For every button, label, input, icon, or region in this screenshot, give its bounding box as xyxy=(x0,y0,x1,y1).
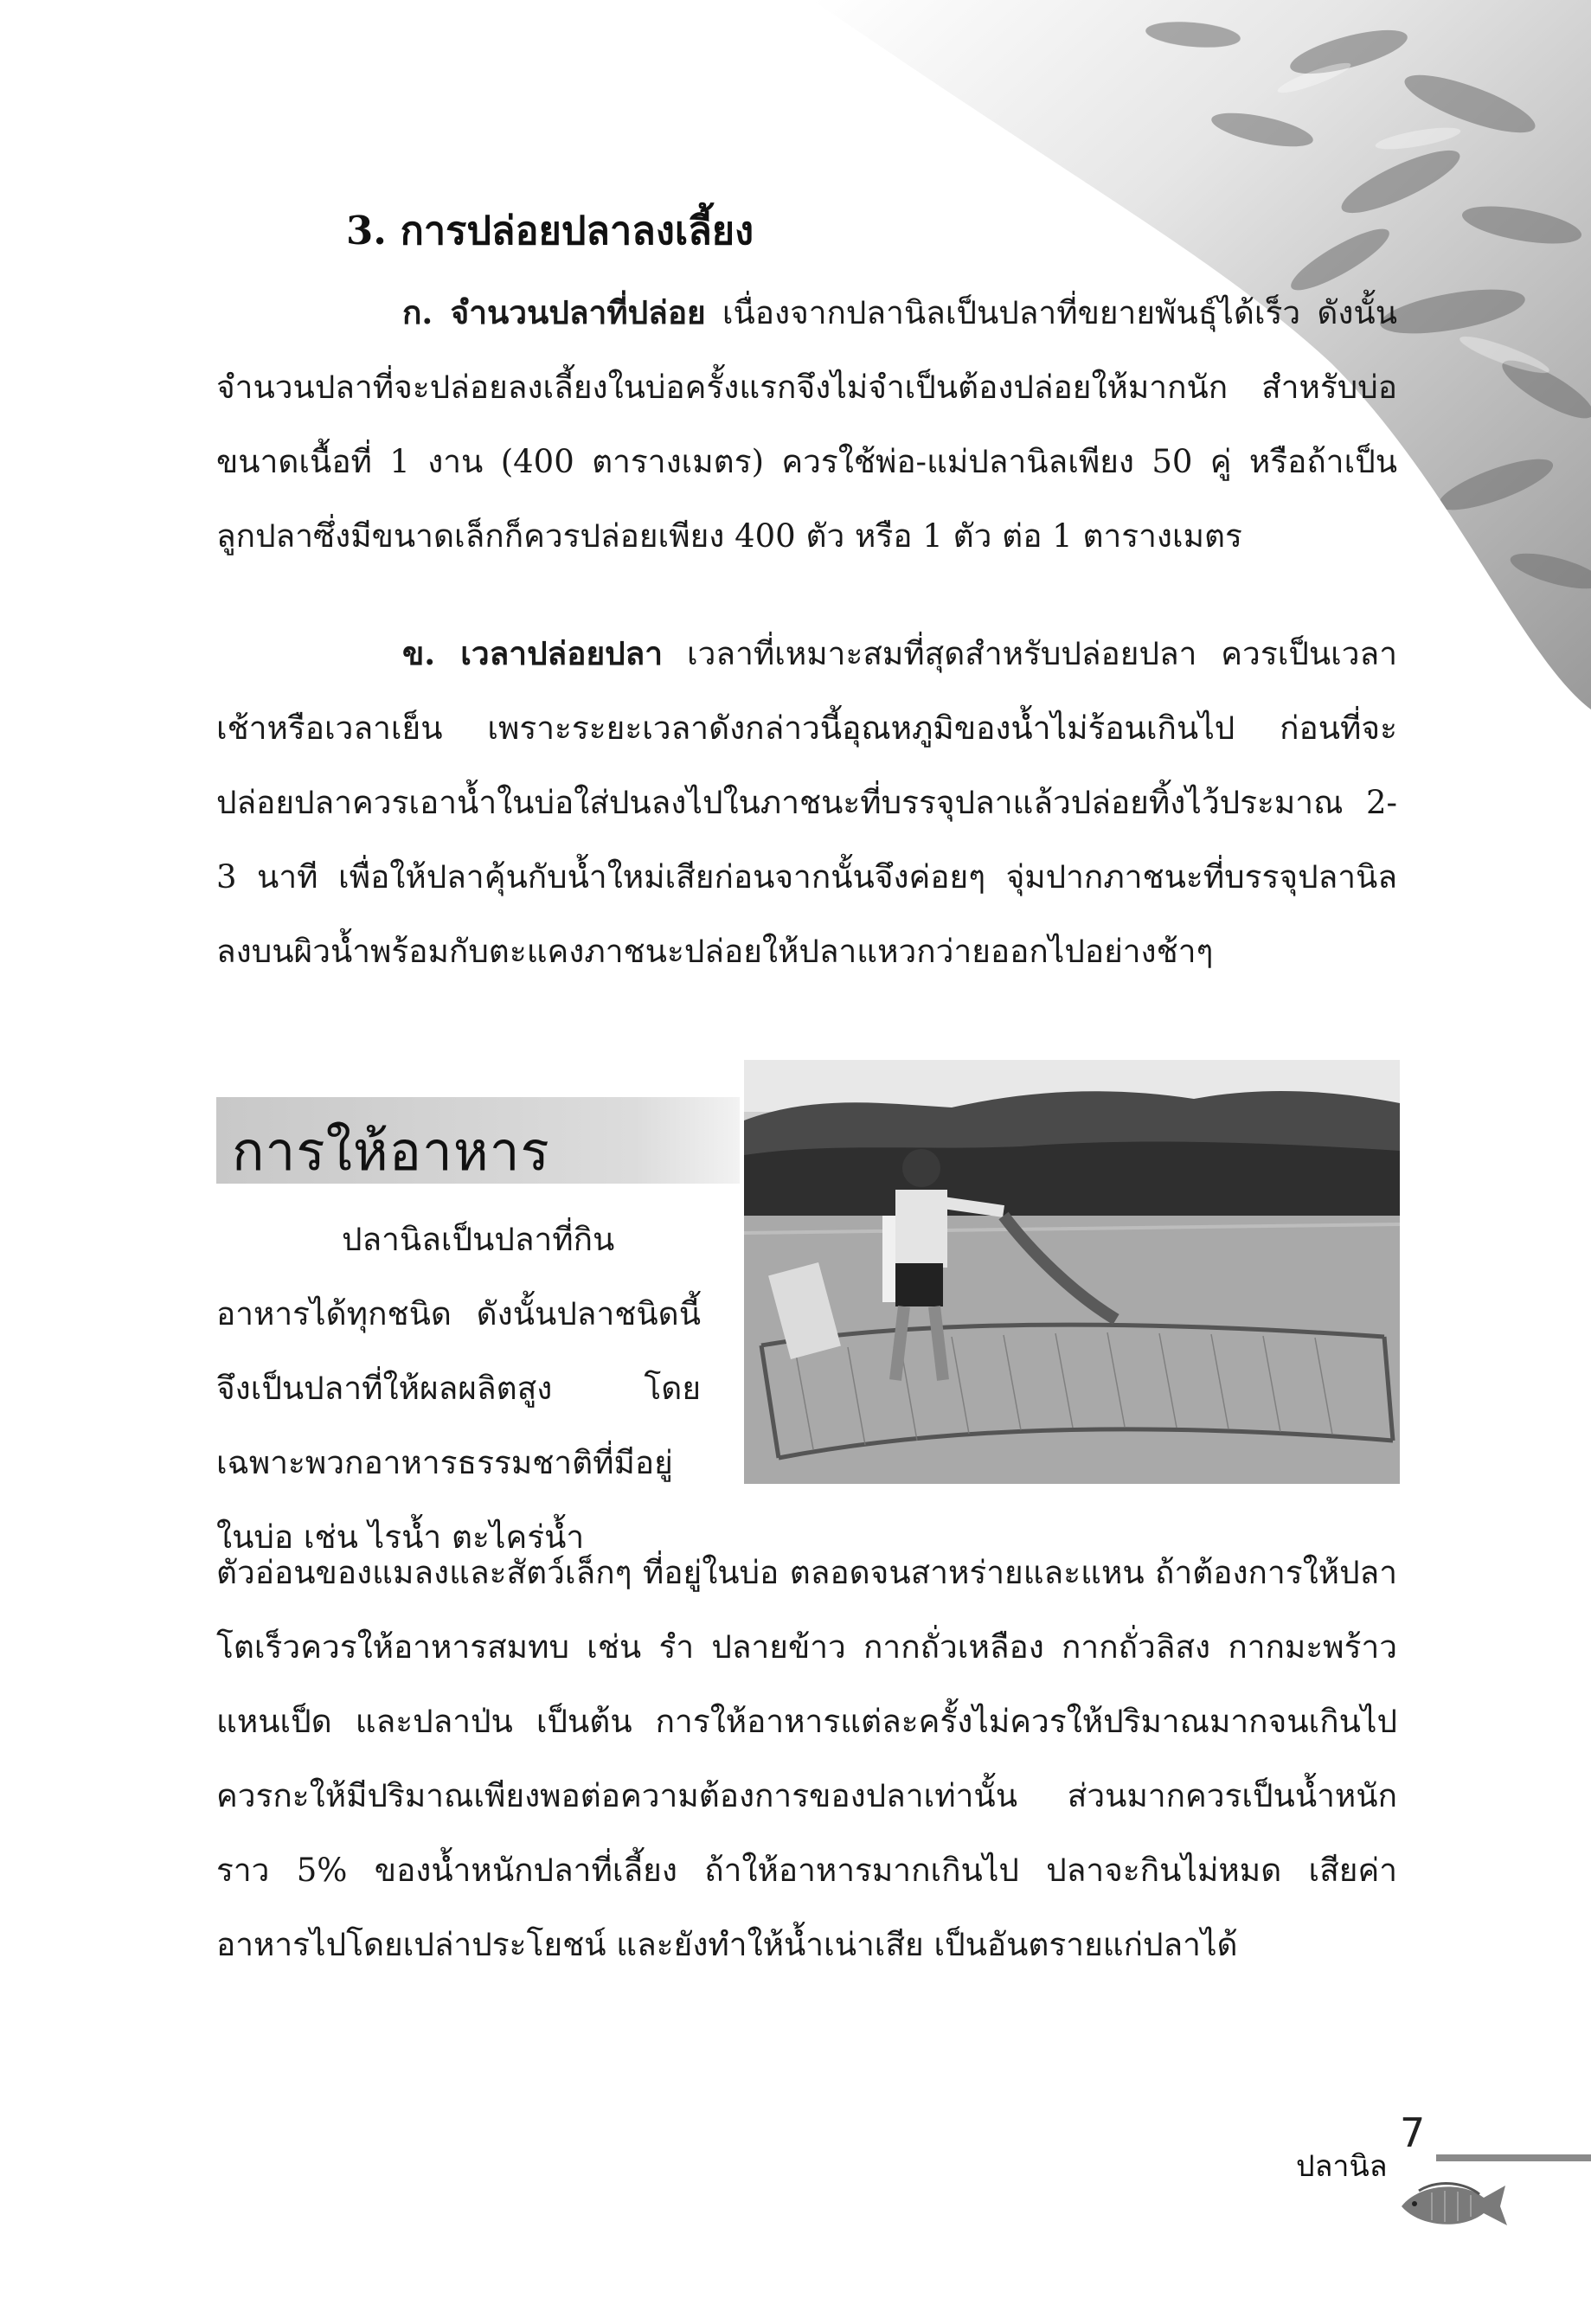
footer-label: ปลานิล xyxy=(1296,2149,1388,2184)
page-number: 7 xyxy=(1400,2109,1426,2156)
paragraph-lead: ก. จำนวนปลาที่ปล่อย xyxy=(402,293,706,331)
section-heading: 3. การปล่อยปลาลงเลี้ยง xyxy=(346,208,754,254)
paragraph-body: เวลาที่เหมาะสมที่สุดสำหรับปล่อยปลา ควรเป็นเวลาเช้าหรือเวลาเย็น เพราะระยะเวลาดังกล่าวนี้อุณหภูมิของน้ำไม่ร้อนเกินไป ก่อนที่จะปล่อยปลาควรเอาน้ำในบ่อใส่ปนลงไปในภาชนะที่บรรจุปลาแล้วปล่อยทิ้งไว้ประมาณ 2-3 นาที เพื่อให้ปลาคุ้นกับน้ำใหม่เสียก่อนจากนั้นจึงค่อยๆ จุ่มปากภาชนะที่บรรจุปลานิลลงบนผิวน้ำพร้อมกับตะแคงภาชนะปล่อยให้ปลาแหวกว่ายออกไปอย่างช้าๆ xyxy=(216,635,1397,970)
paragraph-fish-quantity xyxy=(216,275,1397,574)
tilapia-fish-icon xyxy=(1393,2173,1510,2234)
section-title: การให้อาหาร xyxy=(232,1120,550,1183)
paragraph-lead: ข. เวลาปล่อยปลา xyxy=(402,634,664,672)
paragraph-body: เนื่องจากปลานิลเป็นปลาที่ขยายพันธุ์ได้เร็ว ดังนั้นจำนวนปลาที่จะปล่อยลงเลี้ยงในบ่อครั้งแรกจึงไม่จำเป็นต้องปล่อยให้มากนัก สำหรับบ่อขนาดเนื้อที่ 1 งาน (400 ตารางเมตร) ควรใช้พ่อ-แม่ปลานิลเพียง 50 คู่ หรือถ้าเป็นลูกปลาซึ่งมีขนาดเล็กก็ควรปล่อยเพียง 400 ตัว หรือ 1 ตัว ต่อ 1 ตารางเมตร xyxy=(216,294,1398,555)
feeding-paragraph-side xyxy=(216,1203,701,1575)
fish-feeding-photo xyxy=(744,1060,1400,1484)
feeding-paragraph-continued: ตัวอ่อนของแมลงและสัตว์เล็กๆ ที่อยู่ในบ่อ ตลอดจนสาหร่ายและแหน ถ้าต้องการให้ปลาโตเร็วควรให้อาหารสมทบ เช่น รำ ปลายข้าว กากถั่วเหลือง กากถั่วลิสง กากมะพร้าว แหนเป็ด และปลาป่น เป็นต้น การให้อาหารแต่ละครั้งไม่ควรให้ปริมาณมากจนเกินไป ควรกะให้มีปริมาณเพียงพอต่อความต้องการของปลาเท่านั้น ส่วนมากควรเป็นน้ำหนักราว 5% ของน้ำหนักปลาที่เลี้ยง ถ้าให้อาหารมากเกินไป ปลาจะกินไม่หมด เสียค่าอาหารไปโดยเปล่าประโยชน์ และยังทำให้น้ำเน่าเสีย เป็นอันตรายแก่ปลาได้ xyxy=(216,1554,1397,1963)
paragraph-release-time xyxy=(216,616,1397,989)
paragraph-body: ปลานิลเป็นปลาที่กินอาหารได้ทุกชนิด ดังนั้นปลาชนิดนี้จึงเป็นปลาที่ให้ผลผลิตสูง โดยเฉพาะพวกอาหารธรรมชาติที่มีอยู่ในบ่อ เช่น ไรน้ำ ตะไคร่น้ำ xyxy=(216,1221,701,1556)
footer-rule xyxy=(1436,2154,1591,2161)
